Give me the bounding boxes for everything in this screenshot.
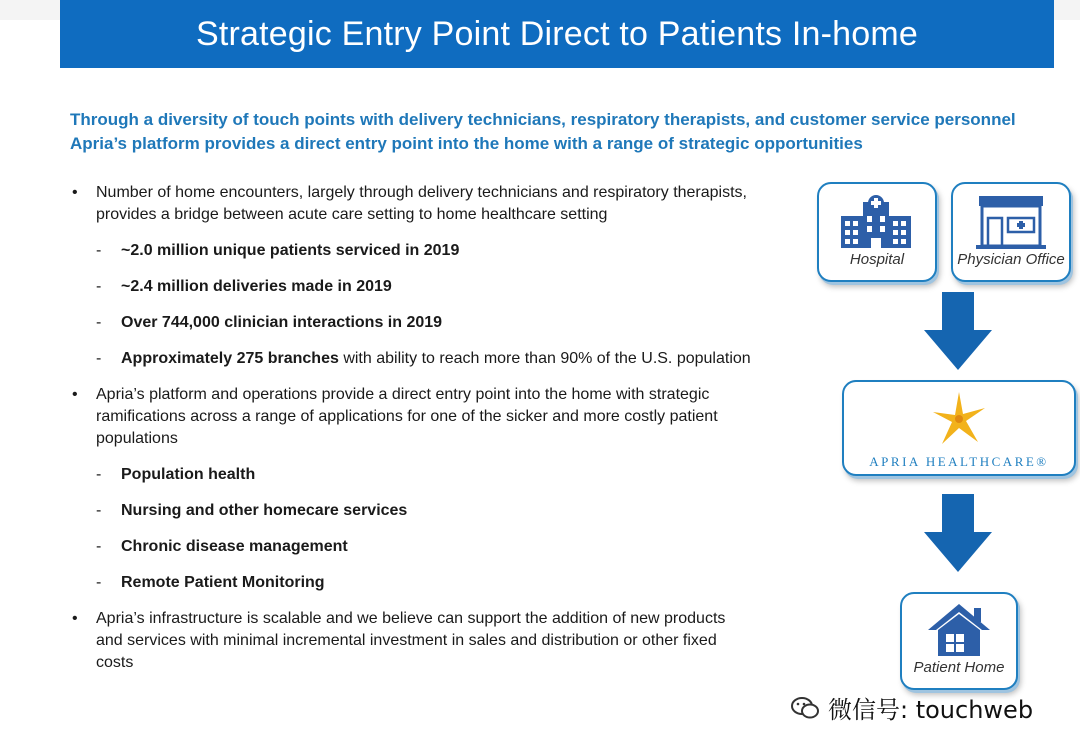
sub-item: - ~2.0 million unique patients serviced in 2019 [96, 242, 460, 259]
bullet-line: • Apria’s infrastructure is scalable and we believe can support the addition of new products [96, 610, 726, 627]
bullet-line: costs [96, 654, 134, 671]
sub-item-bold: Population health [121, 466, 256, 483]
bullet-line: and services with minimal incremental investment in sales and distribution or other fixed [96, 632, 717, 649]
sub-item: - Nursing and other homecare services [96, 502, 408, 519]
hospital-label: Hospital [849, 251, 905, 268]
bullet-item [70, 608, 810, 674]
slide-title: Strategic Entry Point Direct to Patients In-home [60, 0, 1054, 68]
wechat-icon [790, 695, 820, 721]
subtitle-line: Apria’s platform provides a direct entry point into the home with a range of strategic opportunities [70, 134, 863, 153]
sub-item-rest: with ability to reach more than 90% of the U.S. population [338, 350, 751, 367]
hospital-icon [839, 194, 913, 250]
patient-home-label: Patient Home [913, 659, 1005, 676]
physician-office-box [951, 182, 1071, 282]
down-arrow-icon [922, 494, 994, 574]
sub-item: - Chronic disease management [96, 538, 348, 555]
sub-item-bold: ~2.4 million deliveries made in 2019 [121, 278, 392, 295]
sub-item: - Approximately 275 branches with ability to reach more than 90% of the U.S. population [96, 350, 751, 367]
sub-item-bold: Over 744,000 clinician interactions in 2019 [121, 314, 443, 331]
apria-healthcare-wordmark: APRIA HEALTHCARE® [869, 454, 1049, 469]
sub-item-bold: ~2.0 million unique patients serviced in 2019 [121, 242, 460, 259]
watermark-text: 微信号: touchweb [828, 696, 1034, 724]
sub-item: - ~2.4 million deliveries made in 2019 [96, 278, 392, 295]
patient-home-box [900, 592, 1018, 690]
down-arrow-icon [922, 292, 994, 372]
physician-office-icon [976, 194, 1046, 250]
sub-item-bold: Nursing and other homecare services [121, 502, 408, 519]
bullet-line: provides a bridge between acute care setting to home healthcare setting [96, 206, 608, 223]
house-icon [926, 602, 992, 658]
bullet-line: populations [96, 430, 178, 447]
sub-item: - Population health [96, 466, 256, 483]
watermark [790, 690, 1033, 725]
sub-item-bold: Chronic disease management [121, 538, 348, 555]
apria-star-logo [930, 390, 988, 448]
hospital-box [817, 182, 937, 282]
subtitle-line: Through a diversity of touch points with delivery technicians, respiratory therapists, and customer service personnel [70, 110, 1016, 129]
bullet-line: • Number of home encounters, largely through delivery technicians and respiratory therapists, [96, 184, 747, 201]
bullet-item [70, 384, 810, 450]
bullet-line: ramifications across a range of applications for one of the sicker and more costly patient [96, 408, 718, 425]
sub-item-bold: Approximately 275 branches [121, 350, 339, 367]
bullet-item [70, 182, 810, 226]
sub-item: - Over 744,000 clinician interactions in 2019 [96, 314, 443, 331]
bullet-list [70, 182, 810, 688]
sub-item-bold: Remote Patient Monitoring [121, 574, 325, 591]
physician-office-label: Physician Office [957, 251, 1065, 268]
bullet-line: • Apria’s platform and operations provide a direct entry point into the home with strategic [96, 386, 710, 403]
subtitle [70, 108, 1050, 156]
apria-healthcare-box [842, 380, 1076, 476]
sub-item: - Remote Patient Monitoring [96, 574, 325, 591]
